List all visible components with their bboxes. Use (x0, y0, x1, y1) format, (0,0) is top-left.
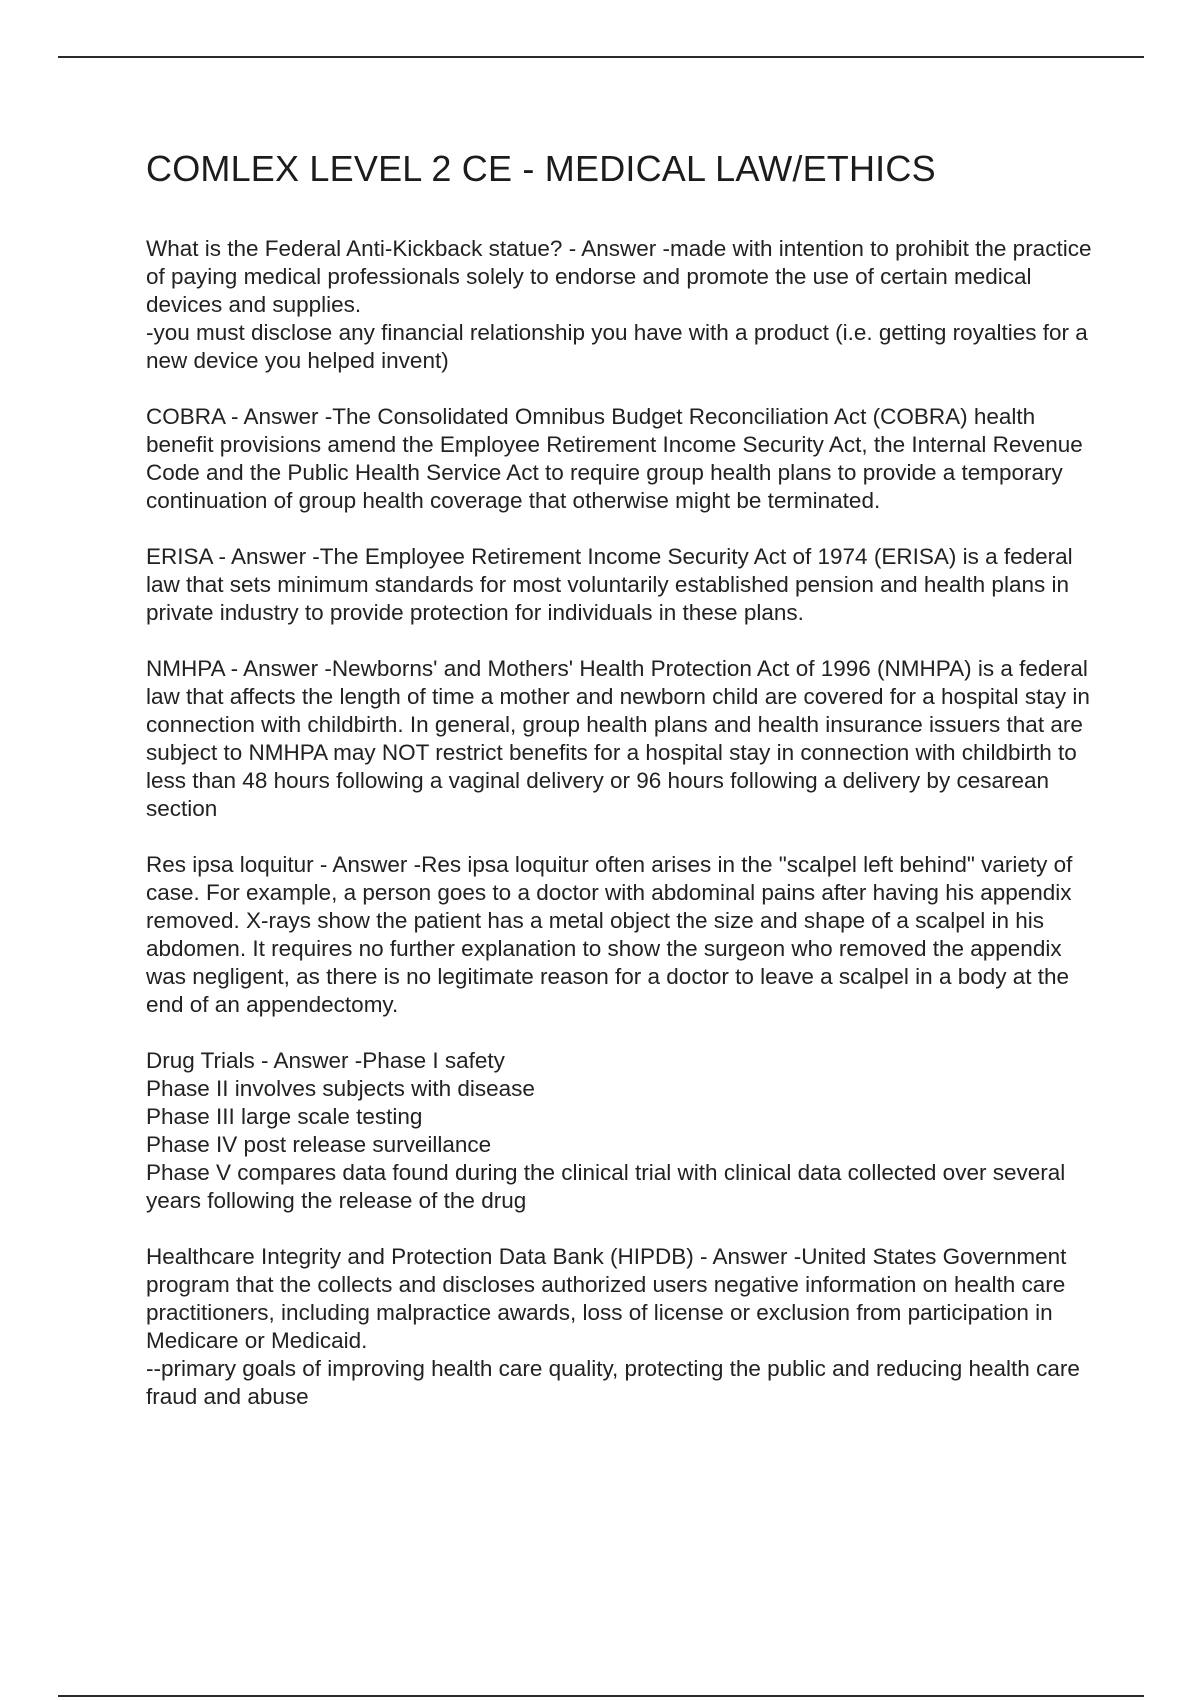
entry-line: ERISA - Answer -The Employee Retirement Income Security Act of 1974 (ERISA) is a federal law that sets minimum standards for most voluntarily established pension and health plans in private industry to provide protection for individuals in these plans. (146, 544, 1073, 626)
entry-line: Phase II involves subjects with disease (146, 1076, 535, 1102)
entry-line: -you must disclose any financial relationship you have with a product (i.e. getting royalties for a new device you helped invent) (146, 320, 1088, 374)
entry-line: Healthcare Integrity and Protection Data Bank (HIPDB) - Answer -United States Government program that the collects and discloses authorized users negative information on health care practitioners, including malpractice awards, loss of license or exclusion from participation in Medicare or Medicaid. (146, 1244, 1067, 1354)
entry-line: COBRA - Answer -The Consolidated Omnibus Budget Reconciliation Act (COBRA) health benefit provisions amend the Employee Retirement Income Security Act, the Internal Revenue Code and the Public Health Service Act to require group health plans to provide a temporary continuation of group health coverage that otherwise might be terminated. (146, 404, 1083, 514)
entry-line: What is the Federal Anti-Kickback statue? - Answer -made with intention to prohibit the practice of paying medical professionals solely to endorse and promote the use of certain medical devices and supplies. (146, 236, 1092, 318)
entry-line: Phase IV post release surveillance (146, 1132, 492, 1158)
entry-drug-trials (146, 1047, 1096, 1215)
top-divider (58, 56, 1144, 58)
entry-line: Phase V compares data found during the clinical trial with clinical data collected over several years following the release of the drug (146, 1160, 1066, 1214)
entry-anti-kickback (146, 235, 1096, 375)
entry-cobra (146, 403, 1096, 515)
entry-line: Drug Trials - Answer -Phase I safety (146, 1048, 505, 1074)
entry-line: NMHPA - Answer -Newborns' and Mothers' Health Protection Act of 1996 (NMHPA) is a federal law that affects the length of time a mother and newborn child are covered for a hospital stay in connection with childbirth. In general, group health plans and health insurance issuers that are subject to NMHPA may NOT restrict benefits for a hospital stay in connection with childbirth to less than 48 hours following a vaginal delivery or 96 hours following a delivery by cesarean section (146, 656, 1090, 822)
entry-line: --primary goals of improving health care quality, protecting the public and reducing health care fraud and abuse (146, 1356, 1080, 1410)
bottom-divider (58, 1695, 1144, 1697)
entry-res-ipsa-loquitur (146, 851, 1096, 1019)
entry-line: Phase III large scale testing (146, 1104, 423, 1130)
entry-erisa (146, 543, 1096, 627)
document-body (146, 148, 1096, 1439)
entry-hipdb (146, 1243, 1096, 1411)
document-title: COMLEX LEVEL 2 CE - MEDICAL LAW/ETHICS (146, 148, 936, 189)
entry-line: Res ipsa loquitur - Answer -Res ipsa loquitur often arises in the "scalpel left behind" variety of case. For example, a person goes to a doctor with abdominal pains after having his appendix removed. X-rays show the patient has a metal object the size and shape of a scalpel in his abdomen. It requires no further explanation to show the surgeon who removed the appendix was negligent, as there is no legitimate reason for a doctor to leave a scalpel in a body at the end of an appendectomy. (146, 852, 1073, 1018)
entry-nmhpa (146, 655, 1096, 823)
